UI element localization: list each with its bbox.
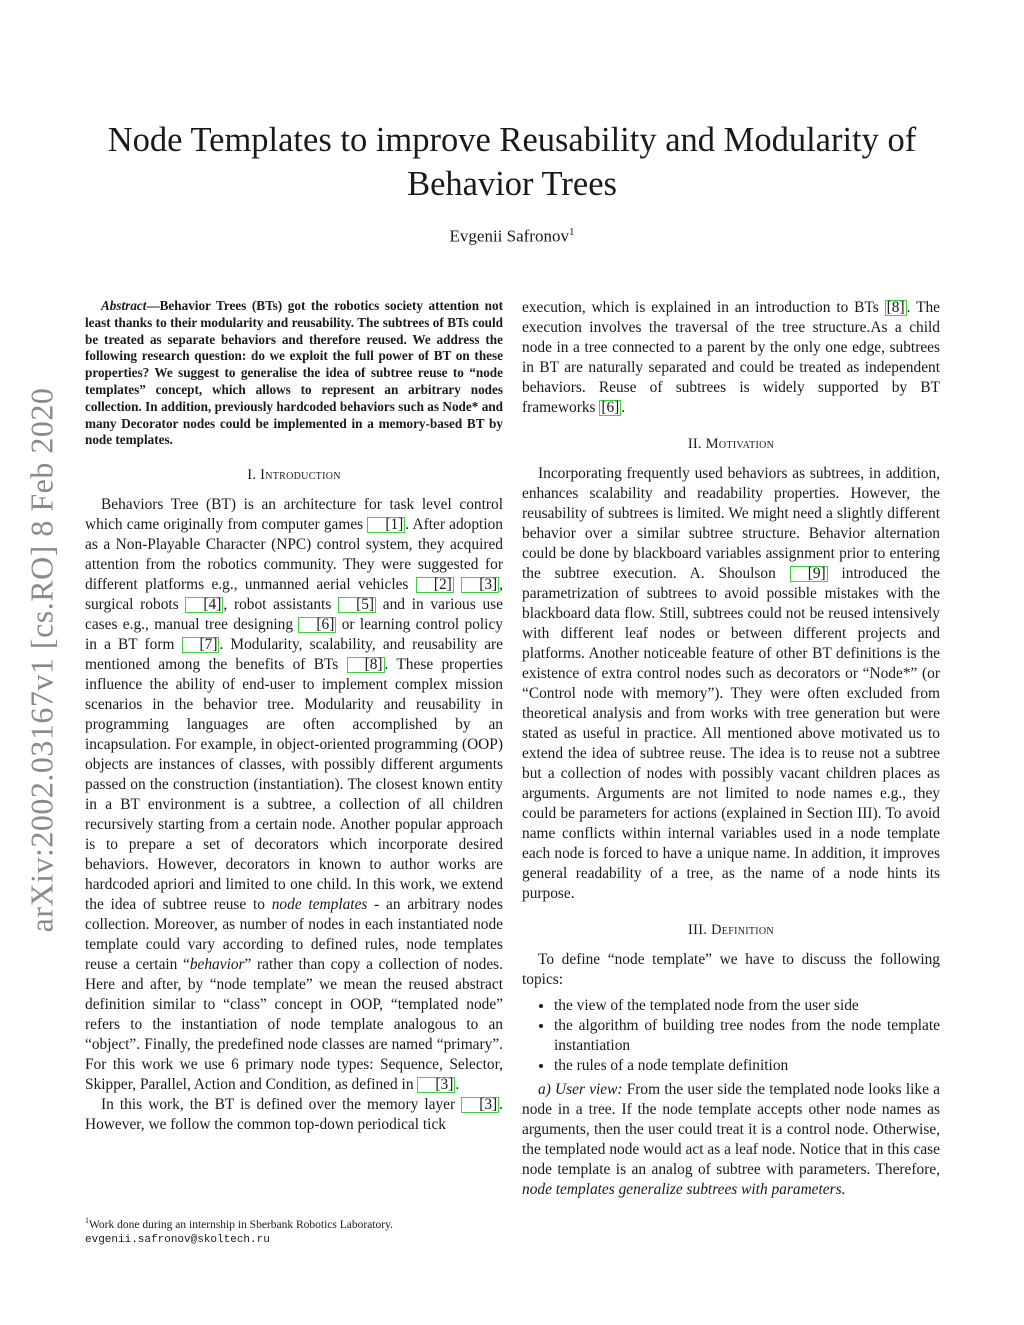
arxiv-stamp: arXiv:2002.03167v1 [cs.RO] 8 Feb 2020 bbox=[23, 387, 60, 933]
footnote-mark: 1 bbox=[85, 1216, 89, 1225]
section-heading-definition: III. Definition bbox=[688, 922, 774, 938]
citation-link[interactable]: [6] bbox=[298, 617, 336, 633]
intro-paragraph-1 bbox=[85, 495, 503, 1095]
text-run: - an arbitrary nodes collection. Moreover, as number of nodes in each instantiated node template could vary according to defined rules, node templates reuse a certain “ bbox=[85, 896, 504, 974]
abstract-text: —Behavior Trees (BTs) got the robotics society attention not least thanks to their modularity and reusability. The subtrees of BTs could be treated as separate behaviors and therefore reused. We address the following research question: do we exploit the full power of BT on these properties? We suggest to generalise the idea of subtree reuse to “node templates” concept, which allows to represent an arbitrary nodes collection. In addition, previously hardcoded behaviors such as Node* and many Decorator nodes could be implemented in a memory-based BT by node templates. bbox=[85, 298, 503, 448]
text-run: or learning control policy in a BT form bbox=[85, 616, 503, 654]
citation-link[interactable]: [1] bbox=[367, 517, 405, 533]
author-line bbox=[0, 226, 1024, 247]
text-run: . bbox=[621, 399, 626, 416]
text-run: , surgical robots bbox=[85, 576, 503, 614]
citation-link[interactable]: [3] bbox=[461, 577, 499, 593]
list-item: • the rules of a node template definition bbox=[554, 1056, 940, 1076]
abstract-label: Abstract bbox=[101, 298, 147, 313]
author-name: Evgenii Safronov bbox=[449, 226, 569, 246]
intro-paragraph-2 bbox=[85, 1095, 503, 1135]
section-heading-introduction: I. Introduction bbox=[247, 467, 341, 484]
list-item: • the view of the templated node from the user side bbox=[554, 996, 940, 1016]
motivation-paragraph bbox=[522, 464, 940, 904]
text-run: execution, which is explained in an introduction to BTs bbox=[522, 299, 885, 316]
text-run: , robot assistants bbox=[223, 596, 339, 614]
text-run: In this work, the BT is defined over the memory layer bbox=[101, 1096, 462, 1114]
citation-link[interactable]: [5] bbox=[338, 597, 376, 613]
text-run: . However, we follow the common top-down periodical tick bbox=[85, 1096, 503, 1134]
text-run: . The execution involves the traversal of the tree structure.As a child node in a tree connected to a parent by the only one edge, subtrees in BT are naturally separated and could be treated as independent behaviors. Reuse of subtrees is widely supported by BT frameworks bbox=[522, 299, 940, 416]
definition-intro: To define “node template” we have to discuss the following topics: bbox=[522, 951, 940, 988]
emphasis: behavior bbox=[189, 956, 245, 974]
footnote-text: Work done during an internship in Sberbank Robotics Laboratory. bbox=[89, 1218, 393, 1231]
citation-link[interactable]: [3] bbox=[417, 1077, 455, 1093]
text-run: . bbox=[455, 1076, 460, 1094]
emphasis: node templates generalize subtrees with parameters. bbox=[522, 1181, 846, 1198]
citation-link[interactable]: [8] bbox=[347, 657, 385, 673]
text-run: . These properties influence the ability of end-user to implement complex mission scenarios in the behavior tree. Modularity and reusability in programming languages are often accomplished by an incapsulation. For example, in object-oriented programming (OOP) objects are instances of classes, with possibly different arguments passed on the construction (instantiation). The closest known entity in a BT environment is a subtree, a collection of all children recursively starting from a certain node. Another popular approach is to prepare a set of decorators which incorporate desired behaviors. However, decorators in known to author works are hardcoded apriori and limited to one child. In this work, we extend the idea of subtree reuse to bbox=[85, 656, 503, 914]
emphasis: node templates bbox=[271, 896, 368, 914]
topic-list bbox=[522, 996, 940, 1076]
paper-title bbox=[70, 118, 954, 206]
citation-link[interactable]: [3] bbox=[461, 1097, 499, 1113]
abstract bbox=[85, 298, 503, 449]
text-run: From the user side the templated node looks like a node in a tree. If the node template accepts other node names as arguments, then the user could treat it is a control node. Otherwise, the templated node would act as a leaf node. Notice that in this case node template is an analog of subtree with parameters. Therefore, bbox=[522, 1081, 940, 1178]
text-run: ” rather than copy a collection of nodes. Here and after, by “node template” we mean the reused abstract definition similar to “class” concept in OOP, “templated node” refers to the instantiation of node template analogous to an “object”. Finally, the predefined node classes are named “primary”. For this work we use 6 primary node types: Sequence, Selector, Skipper, Parallel, Action and Condition, as defined in bbox=[85, 956, 504, 1094]
title-line-1: Node Templates to improve Reusability and Modularity of bbox=[107, 121, 917, 159]
citation-link[interactable]: [2] bbox=[416, 577, 454, 593]
text-run: Behaviors Tree (BT) is an architecture for task level control which came originally from computer games bbox=[85, 496, 503, 534]
title-line-2: Behavior Trees bbox=[407, 165, 617, 203]
text-run: introduced the parametrization of subtrees to avoid possible mistakes with the blackboard data flow. Still, subtrees could not be reused intensively with different leaf nodes or between different projects and platforms. Another noticeable feature of other BT definitions is the existence of extra control nodes such as decorators or “Node*” (or “Control node with memory”). They were often excluded from theoretical analysis and from works with tree generation but were stated as useful in practice. All mentioned above motivated us to extend the idea of subtree reuse. The idea is to reuse not a subtree but a collection of nodes with possibly vacant children places as arguments. Arguments are not limited to node names e.g., they could be parameters for actions (explained in Section III). To avoid name conflicts within internal variables used in a node template each node is forced to have a unique name. In addition, it improves general readability of a tree, as the name of a node hints its purpose. bbox=[522, 565, 940, 902]
text-run: and in various use cases e.g., manual tree designing bbox=[85, 596, 503, 634]
footnote-email[interactable]: evgenii.safronov@skoltech.ru bbox=[85, 1233, 270, 1246]
intro-continuation bbox=[522, 298, 940, 418]
section-heading-motivation: II. Motivation bbox=[687, 436, 775, 452]
text-run: Incorporating frequently used behaviors as subtrees, in addition, enhances scalability and readability properties. However, the reusability of subtrees is limited. We might need a slightly different behavior over a similar subtree structure. Behavior alternation could be done by blackboard variables assignment prior to entering the subtree execution. A. Shoulson bbox=[522, 465, 940, 582]
user-view-paragraph bbox=[522, 1080, 940, 1200]
left-column bbox=[85, 298, 503, 1135]
citation-link[interactable]: [8] bbox=[886, 299, 905, 316]
citation-link[interactable]: [9] bbox=[790, 566, 828, 582]
right-column bbox=[522, 298, 940, 1200]
text-run: . After adoption as a Non-Playable Character (NPC) control system, they acquired attention from the robotics community. They were suggested for different platforms e.g., unmanned aerial vehicles bbox=[85, 516, 503, 594]
citation-link[interactable]: [4] bbox=[185, 597, 223, 613]
subsection-label: a) User view: bbox=[538, 1081, 623, 1098]
citation-link[interactable]: [7] bbox=[182, 637, 220, 653]
footnote bbox=[85, 1213, 505, 1248]
list-item: • the algorithm of building tree nodes from the node template instantiation bbox=[554, 1016, 940, 1056]
text-run: . Modularity, scalability, and reusability are mentioned among the benefits of BTs bbox=[85, 636, 503, 674]
author-affiliation-mark: 1 bbox=[568, 226, 575, 238]
citation-link[interactable]: [6] bbox=[601, 399, 620, 416]
